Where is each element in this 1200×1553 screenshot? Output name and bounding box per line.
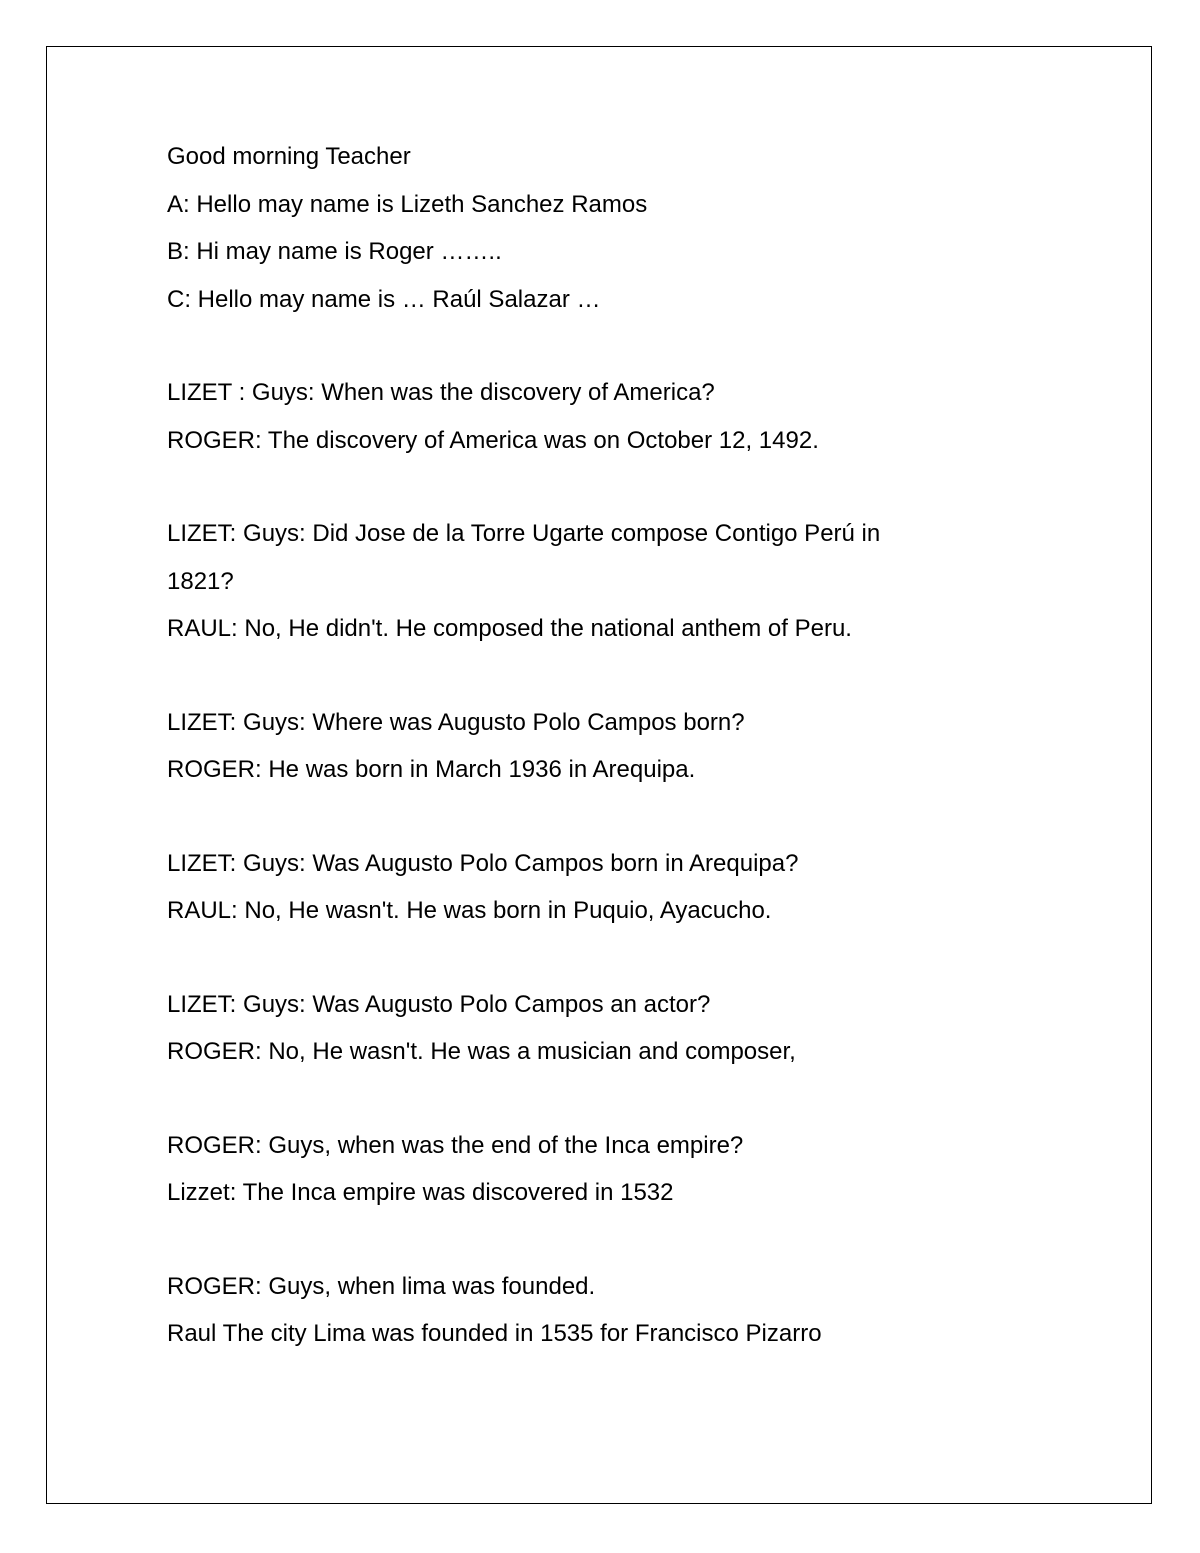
dialogue-block-4 [167,840,1047,935]
dialogue-answer: Raul The city Lima was founded in 1535 for Francisco Pizarro [167,1320,822,1347]
dialogue-answer: Lizzet: The Inca empire was discovered in 1532 [167,1179,674,1206]
greeting-line: Good morning Teacher [167,143,411,170]
dialogue-block-5 [167,981,1047,1076]
dialogue-question: LIZET: Guys: Was Augusto Polo Campos born in Arequipa? [167,849,799,877]
dialogue-answer: ROGER: The discovery of America was on October 12, 1492. [167,426,819,454]
dialogue-block-7 [167,1263,1047,1358]
dialogue-answer: ROGER: No, He wasn't. He was a musician and composer, [167,1038,796,1065]
intro-line-c: C: Hello may name is … Raúl Salazar … [167,285,601,313]
dialogue-block-6 [167,1122,1047,1217]
dialogue-answer: RAUL: No, He wasn't. He was born in Puquio, Ayacucho. [167,897,772,924]
dialogue-block-3 [167,699,1047,794]
dialogue-question: LIZET : Guys: When was the discovery of America? [167,379,715,406]
dialogue-question: LIZET: Guys: Did Jose de la Torre Ugarte compose Contigo Perú in [167,520,881,547]
dialogue-answer: ROGER: He was born in March 1936 in Arequipa. [167,756,696,783]
document-body [167,133,1047,1358]
intro-line-b: B: Hi may name is Roger …….. [167,238,502,265]
dialogue-question: ROGER: Guys, when was the end of the Inca empire? [167,1131,744,1159]
dialogue-block-2 [167,510,1047,653]
dialogue-block-1 [167,369,1047,464]
dialogue-question: LIZET: Guys: Was Augusto Polo Campos an actor? [167,990,711,1018]
greeting-block [167,133,1047,323]
intro-line-a: A: Hello may name is Lizeth Sanchez Ramos [167,190,648,218]
dialogue-question: LIZET: Guys: Where was Augusto Polo Campos born? [167,708,745,736]
dialogue-question-continued: 1821? [167,567,234,595]
dialogue-answer: RAUL: No, He didn't. He composed the national anthem of Peru. [167,615,852,642]
dialogue-question: ROGER: Guys, when lima was founded. [167,1272,596,1300]
